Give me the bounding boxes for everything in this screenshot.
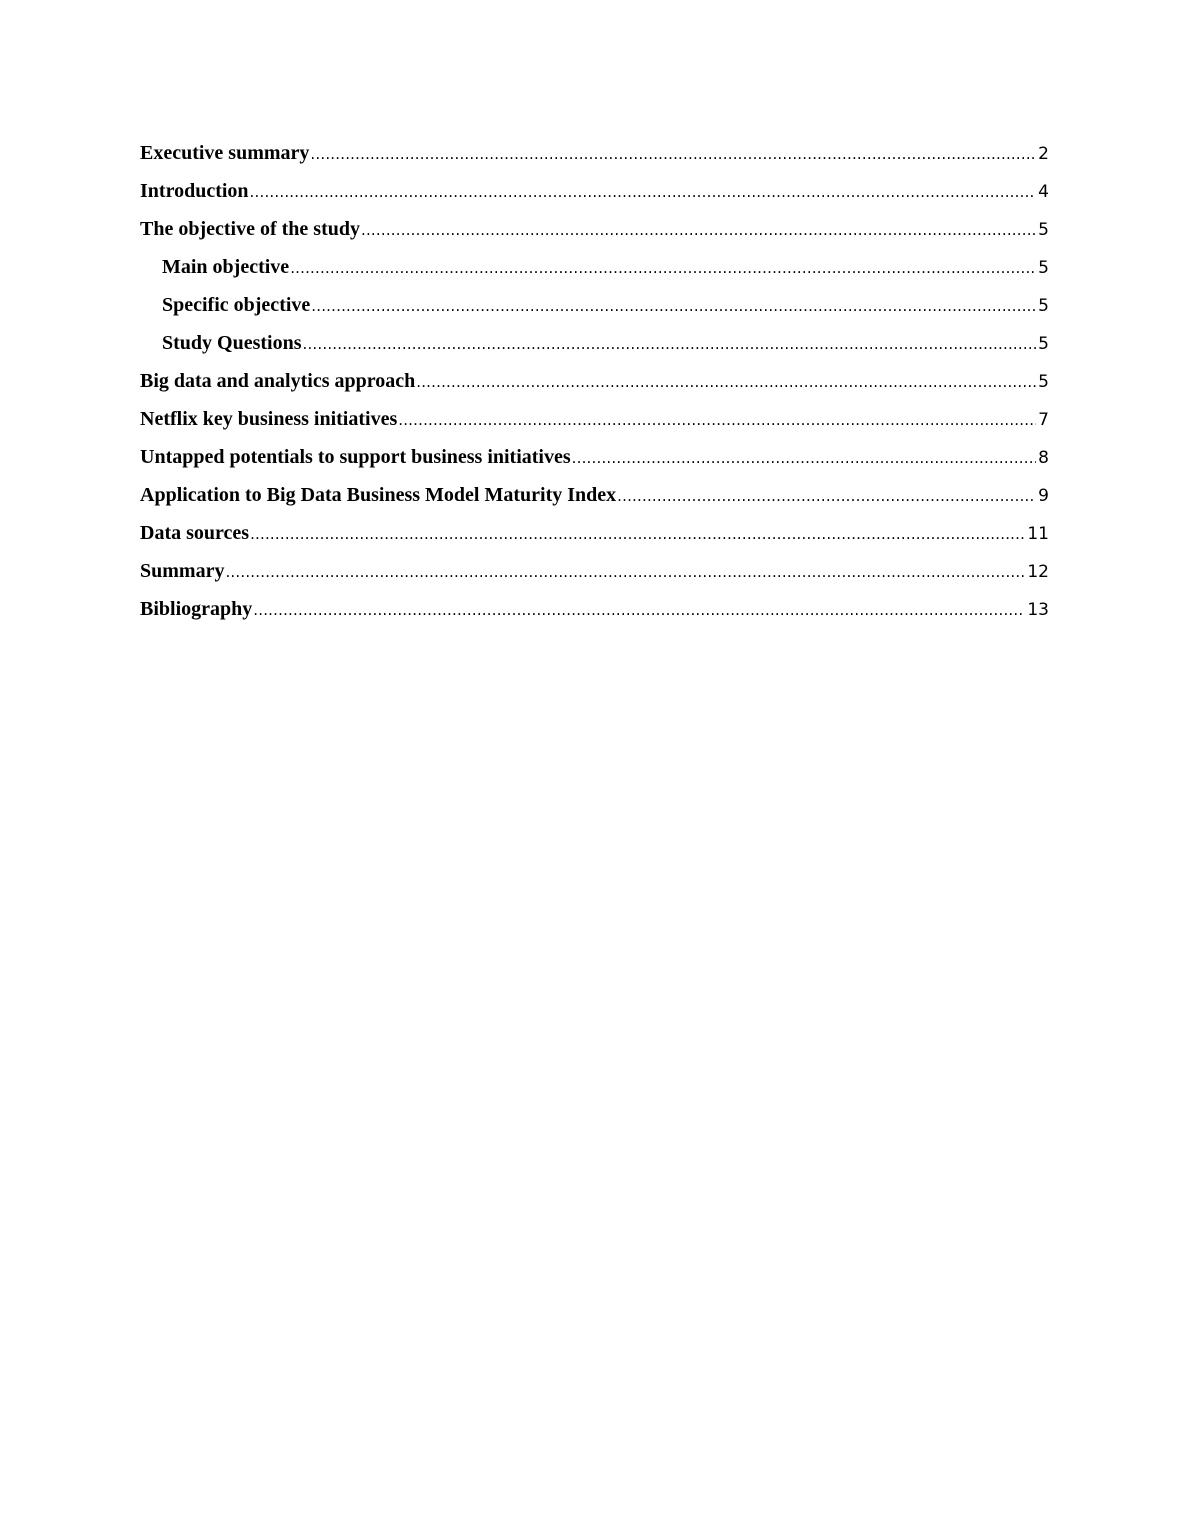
toc-dot-leader (225, 553, 1025, 591)
toc-dot-leader (572, 439, 1037, 477)
toc-entry-title: Big data and analytics approach (140, 370, 416, 392)
toc-page-number: 5 (1038, 258, 1049, 278)
toc-entry-data-sources[interactable] (140, 514, 1049, 552)
toc-entry-summary[interactable] (140, 552, 1049, 590)
toc-page-number: 13 (1027, 600, 1049, 620)
toc-entry-title: Executive summary (140, 142, 310, 164)
toc-page-number: 2 (1038, 144, 1049, 164)
toc-entry-title: Summary (140, 560, 225, 582)
toc-entry-title: Application to Big Data Business Model Maturity Index (140, 484, 617, 506)
toc-page-number: 9 (1038, 486, 1049, 506)
toc-entry-title: Main objective (162, 256, 290, 278)
toc-dot-leader (310, 135, 1036, 173)
toc-entry-executive-summary[interactable] (140, 134, 1049, 172)
table-of-contents (140, 134, 1049, 628)
toc-page-number: 11 (1027, 524, 1049, 544)
toc-entry-title: Specific objective (162, 294, 311, 316)
toc-entry-title: Netflix key business initiatives (140, 408, 398, 430)
toc-entry-specific-objective[interactable] (140, 286, 1049, 324)
toc-page-number: 5 (1038, 372, 1049, 392)
toc-entry-objective-of-study[interactable] (140, 210, 1049, 248)
toc-entry-maturity-index[interactable] (140, 476, 1049, 514)
toc-entry-title: Bibliography (140, 598, 253, 620)
toc-entry-title: Data sources (140, 522, 250, 544)
toc-page-number: 5 (1038, 220, 1049, 240)
toc-entry-main-objective[interactable] (140, 248, 1049, 286)
toc-dot-leader (250, 515, 1025, 553)
toc-dot-leader (290, 249, 1036, 287)
toc-page-number: 7 (1038, 410, 1049, 430)
toc-entry-title: The objective of the study (140, 218, 360, 240)
toc-entry-title: Introduction (140, 180, 249, 202)
toc-dot-leader (361, 211, 1036, 249)
toc-entry-study-questions[interactable] (140, 324, 1049, 362)
toc-page-number: 5 (1038, 334, 1049, 354)
toc-page-number: 8 (1038, 448, 1049, 468)
toc-page-number: 12 (1027, 562, 1049, 582)
toc-entry-introduction[interactable] (140, 172, 1049, 210)
toc-dot-leader (416, 363, 1036, 401)
toc-dot-leader (617, 477, 1036, 515)
toc-entry-big-data-approach[interactable] (140, 362, 1049, 400)
toc-entry-title: Untapped potentials to support business initiatives (140, 446, 571, 468)
toc-page-number: 5 (1038, 296, 1049, 316)
toc-entry-netflix-initiatives[interactable] (140, 400, 1049, 438)
toc-entry-title: Study Questions (162, 332, 302, 354)
toc-dot-leader (311, 287, 1036, 325)
toc-dot-leader (398, 401, 1036, 439)
toc-dot-leader (303, 325, 1037, 363)
toc-dot-leader (253, 591, 1025, 629)
toc-dot-leader (250, 173, 1037, 211)
toc-entry-bibliography[interactable] (140, 590, 1049, 628)
toc-page-number: 4 (1038, 182, 1049, 202)
toc-entry-untapped-potentials[interactable] (140, 438, 1049, 476)
